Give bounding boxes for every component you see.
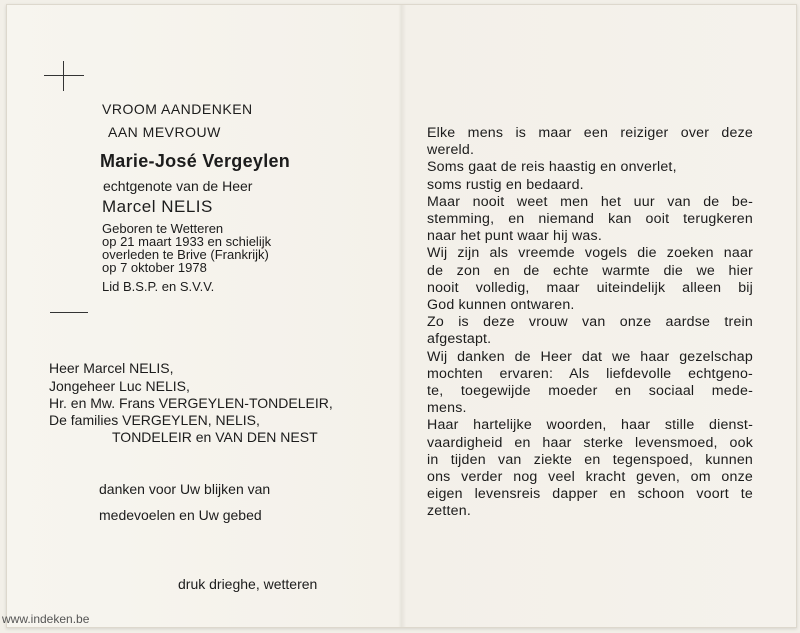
family-line-3: Hr. en Mw. Frans VERGEYLEN-TONDELEIR, xyxy=(49,395,333,411)
poem-line: mens. xyxy=(427,400,467,417)
family-line-2: Jongeheer Luc NELIS, xyxy=(49,378,190,394)
poem-line: afgestapt. xyxy=(427,331,492,348)
poem-line: stemming, en niemand kan ooit terugkeren xyxy=(427,211,753,228)
divider xyxy=(50,312,88,313)
poem-line: Elke mens is maar een reiziger over deze xyxy=(427,125,753,141)
header-line-2: AAN MEVROUW xyxy=(108,124,221,140)
poem-line: Wij zijn als vreemde vogels die zoeken naar xyxy=(427,245,753,262)
poem-line: soms rustig en bedaard. xyxy=(427,176,584,193)
deceased-name: Marie-José Vergeylen xyxy=(100,151,291,171)
poem-line: eigen levensreis dapper en schoon voort te xyxy=(427,486,753,503)
poem-line: zetten. xyxy=(427,503,471,520)
detail-birthplace: Geboren te Wetteren xyxy=(102,221,224,236)
poem-line: de zon en de echte warmte die we hier xyxy=(427,262,753,279)
cross-icon xyxy=(44,61,84,91)
poem-line: te, toegewijde moeder en sociaal mede- xyxy=(427,383,753,400)
detail-deathplace: overleden te Brive (Frankrijk) xyxy=(102,247,269,262)
family-line-1: Heer Marcel NELIS, xyxy=(49,360,174,376)
watermark: www.indeken.be xyxy=(2,612,90,626)
detail-deathdate: op 7 oktober 1978 xyxy=(102,260,207,275)
detail-birthdate: op 21 maart 1933 en schielijk xyxy=(102,234,272,249)
family-line-5: TONDELEIR en VAN DEN NEST xyxy=(112,429,318,445)
printer-credit: druk drieghe, wetteren xyxy=(178,576,318,592)
poem-line: Wij danken de Heer dat we haar gezelschap xyxy=(427,348,753,365)
poem-line: in tijden van ziekte en tegenspoed, kunnen xyxy=(427,451,753,468)
detail-membership: Lid B.S.P. en S.V.V. xyxy=(102,279,215,294)
poem-line: Soms gaat de reis haastig en onverlet, xyxy=(427,159,677,176)
poem-line: Zo is deze vrouw van onze aardse trein xyxy=(427,314,753,331)
poem-line: vaardigheid en haar sterke levensmoed, ook xyxy=(427,434,753,451)
poem-line: ons verder nog veel kracht geven, om onze xyxy=(427,469,753,486)
family-line-4: De families VERGEYLEN, NELIS, xyxy=(49,412,260,428)
poem-line: naar het punt waar hij was. xyxy=(427,228,602,245)
poem-line: Maar nooit weet men het uur van de be- xyxy=(427,193,753,210)
thanks-line-1: danken voor Uw blijken van xyxy=(99,481,271,497)
spouse-intro: echtgenote van de Heer xyxy=(103,178,253,194)
poem-line: nooit volledig, maar uiteindelijk alleen bij xyxy=(427,279,753,296)
poem-line: wereld. xyxy=(427,142,475,159)
poem-line: God kunnen ontwaren. xyxy=(427,297,575,314)
thanks-line-2: medevoelen en Uw gebed xyxy=(99,507,262,523)
poem-line: mochten ervaren: Als liefdevolle echtgeno- xyxy=(427,365,753,382)
spouse-name: Marcel NELIS xyxy=(102,197,213,216)
poem-text xyxy=(427,125,753,521)
header-line-1: VROOM AANDENKEN xyxy=(102,101,253,117)
poem-line: Haar hartelijke woorden, haar stille dienst- xyxy=(427,417,753,434)
